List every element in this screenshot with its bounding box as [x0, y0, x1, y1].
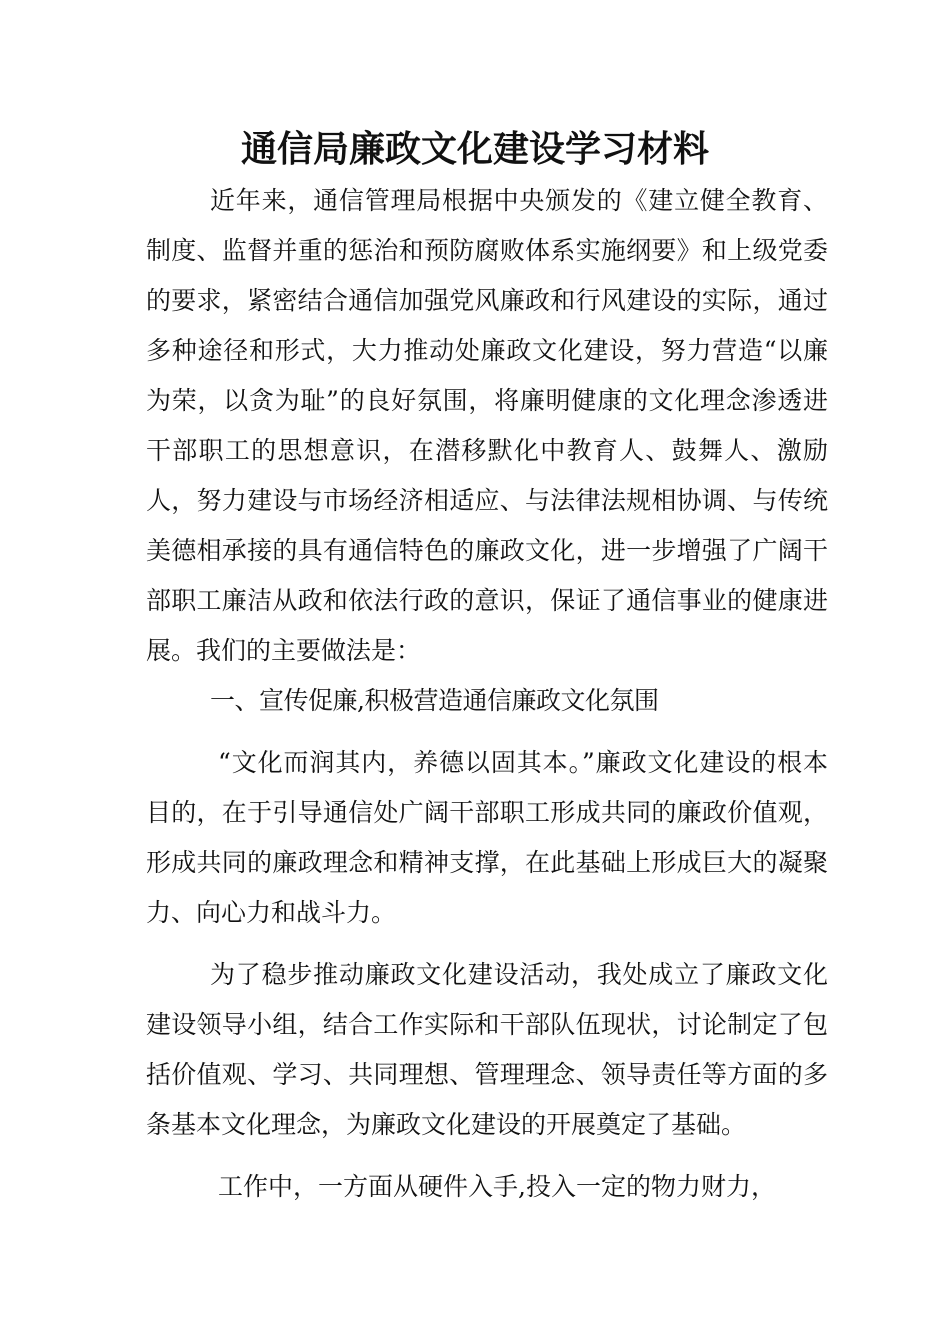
- document-title: 通信局廉政文化建设学习材料: [240, 129, 709, 170]
- section-heading-1: 一、宣传促廉,积极营造通信廉政文化氛围: [210, 686, 659, 715]
- paragraph-leadership: 为了稳步推动廉政文化建设活动，我处成立了廉政文化建设领导小组，结合工作实际和干部队伍现状，讨论制定了包括价值观、学习、共同理想、管理理念、领导责任等方面的多条基本文化理念，为廉政文化建设的开展奠定了基础。: [146, 960, 828, 1139]
- paragraph-work: 工作中，一方面从硬件入手,投入一定的物力财力，: [218, 1172, 776, 1201]
- document-body: [146, 176, 828, 1212]
- paragraph-quote: “文化而润其内，养德以固其本。”廉政文化建设的根本目的，在于引导通信处广阔干部职工形成共同的廉政价值观，形成共同的廉政理念和精神支撑，在此基础上形成巨大的凝聚力、向心力和战斗力。: [146, 748, 828, 927]
- paragraph-intro: 近年来，通信管理局根据中央颁发的《建立健全教育、制度、监督并重的惩治和预防腐败体系实施纲要》和上级党委的要求，紧密结合通信加强党风廉政和行风建设的实际，通过多种途径和形式，大力推动处廉政文化建设，努力营造“以廉为荣，以贪为耻”的良好氛围，将廉明健康的文化理念渗透进干部职工的思想意识，在潜移默化中教育人、鼓舞人、激励人，努力建设与市场经济相适应、与法律法规相协调、与传统美德相承接的具有通信特色的廉政文化，进一步增强了广阔干部职工廉洁从政和依法行政的意识，保证了通信事业的健康进展。我们的主要做法是：: [146, 186, 828, 665]
